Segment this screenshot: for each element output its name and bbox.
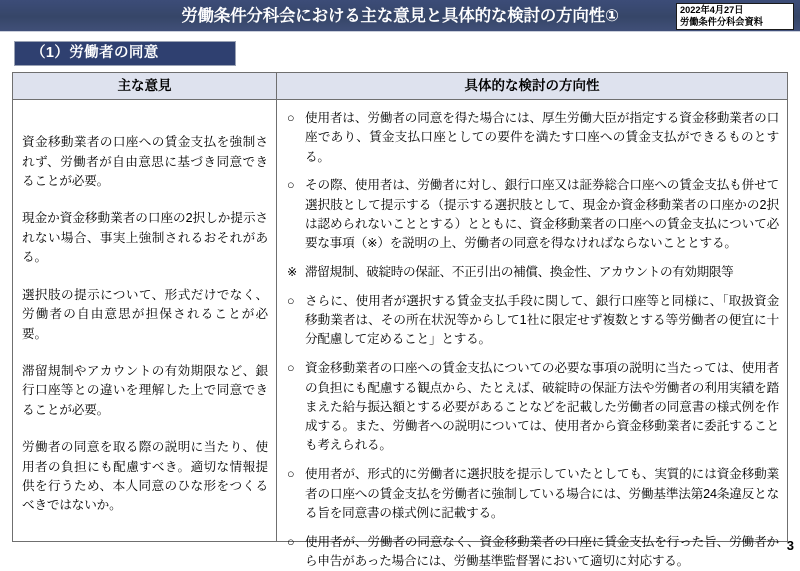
opinions-directions-table [12, 72, 788, 568]
opinion-item: 滞留規制やアカウントの有効期限など、銀行口座等との違いを理解した上で同意できることが必要。 [22, 363, 268, 417]
opinion-item: 資金移動業者の口座への賃金支払を強制されず、労働者が自由意思に基づき同意できることが必要。 [22, 135, 268, 189]
direction-text: 使用者は、労働者の同意を得た場合には、厚生労働大臣が指定する資金移動業者の口座であり、賃金支払口座としての要件を満たす口座への賃金支払ができるものとする。 [305, 111, 779, 164]
direction-note-item [287, 263, 779, 282]
direction-item [287, 176, 779, 253]
direction-item [287, 359, 779, 455]
note-mark-icon: ※ [287, 265, 298, 280]
section-header-label: （1）労働者の同意 [31, 45, 159, 61]
opinion-item: 現金か資金移動業者の口座の2択しか提示されない場合、事実上強制されるおそれがある。 [22, 211, 268, 265]
date-badge-line1: 2022年4月27日 [680, 5, 744, 16]
direction-item [287, 533, 779, 571]
opinion-item: 労働者の同意を取る際の説明に当たり、使用者の負担にも配慮すべき。適切な情報提供を行うため、本人同意のひな形をつくるべきではないか。 [22, 440, 268, 513]
section-header-bar [14, 41, 236, 66]
date-badge-line2: 労働条件分科会資料 [680, 17, 763, 28]
circle-bullet-icon: ○ [287, 111, 295, 125]
table-body-row [13, 100, 787, 568]
direction-text: さらに、使用者が選択する賃金支払手段に関して、銀行口座等と同様に、「取扱資金移動業者は、その所在状況等からして1社に限定せず複数とする等労働者の便宜に十分配慮して定めること」とする。 [305, 293, 779, 347]
page-number: 3 [786, 538, 794, 553]
table-header-row [13, 73, 787, 100]
circle-bullet-icon: ○ [287, 178, 295, 193]
direction-item [287, 109, 779, 167]
column-header-directions: 具体的な検討の方向性 [277, 73, 787, 99]
direction-text: その際、使用者は、労働者に対し、銀行口座又は証券総合口座への賃金支払も併せて選択肢として提示する（提示する選択肢として、現金か資金移動業者の口座かの2択は認められないこととする）とともに、資金移動業者の口座への賃金支払について必要な事項（※）を説明の上、労働者の同意を得なければならないこととする。 [305, 178, 779, 251]
circle-bullet-icon: ○ [287, 293, 295, 308]
page-title: 労働条件分科会における主な意見と具体的な検討の方向性① [181, 7, 619, 25]
direction-item [287, 465, 779, 523]
column-header-opinions: 主な意見 [13, 73, 277, 99]
direction-text: 使用者が、労働者の同意なく、資金移動業者の口座に賃金支払を行った旨、労働者から申告があった場合には、労働基準監督署において適切に対応する。 [305, 534, 779, 568]
circle-bullet-icon: ○ [287, 467, 295, 482]
direction-text: 使用者が、形式的に労働者に選択肢を提示していたとしても、実質的には資金移動業者の口座への賃金支払を労働者に強制している場合には、労働基準法第24条違反となる旨を同意書の様式例に記載する。 [305, 467, 779, 520]
directions-cell [277, 100, 787, 568]
circle-bullet-icon: ○ [287, 534, 295, 549]
date-badge [676, 3, 794, 30]
opinions-cell [13, 100, 277, 541]
circle-bullet-icon: ○ [287, 361, 295, 376]
opinion-item: 選択肢の提示について、形式だけでなく、労働者の自由意思が担保されることが必要。 [22, 287, 268, 341]
direction-text: 資金移動業者の口座への賃金支払についての必要な事項の説明に当たっては、使用者の負担にも配慮する観点から、たとえば、破綻時の保証方法や労働者の利用実績を踏まえた給与振込額とする必要があることなどを記載した労働者の同意書の様式例を作成する。また、労働者への説明については、使用者から資金移動業者に委託することも考えられる。 [305, 361, 779, 453]
direction-text: 滞留規制、破綻時の保証、不正引出の補償、換金性、アカウントの有効期限等 [305, 265, 734, 280]
direction-item [287, 292, 779, 350]
